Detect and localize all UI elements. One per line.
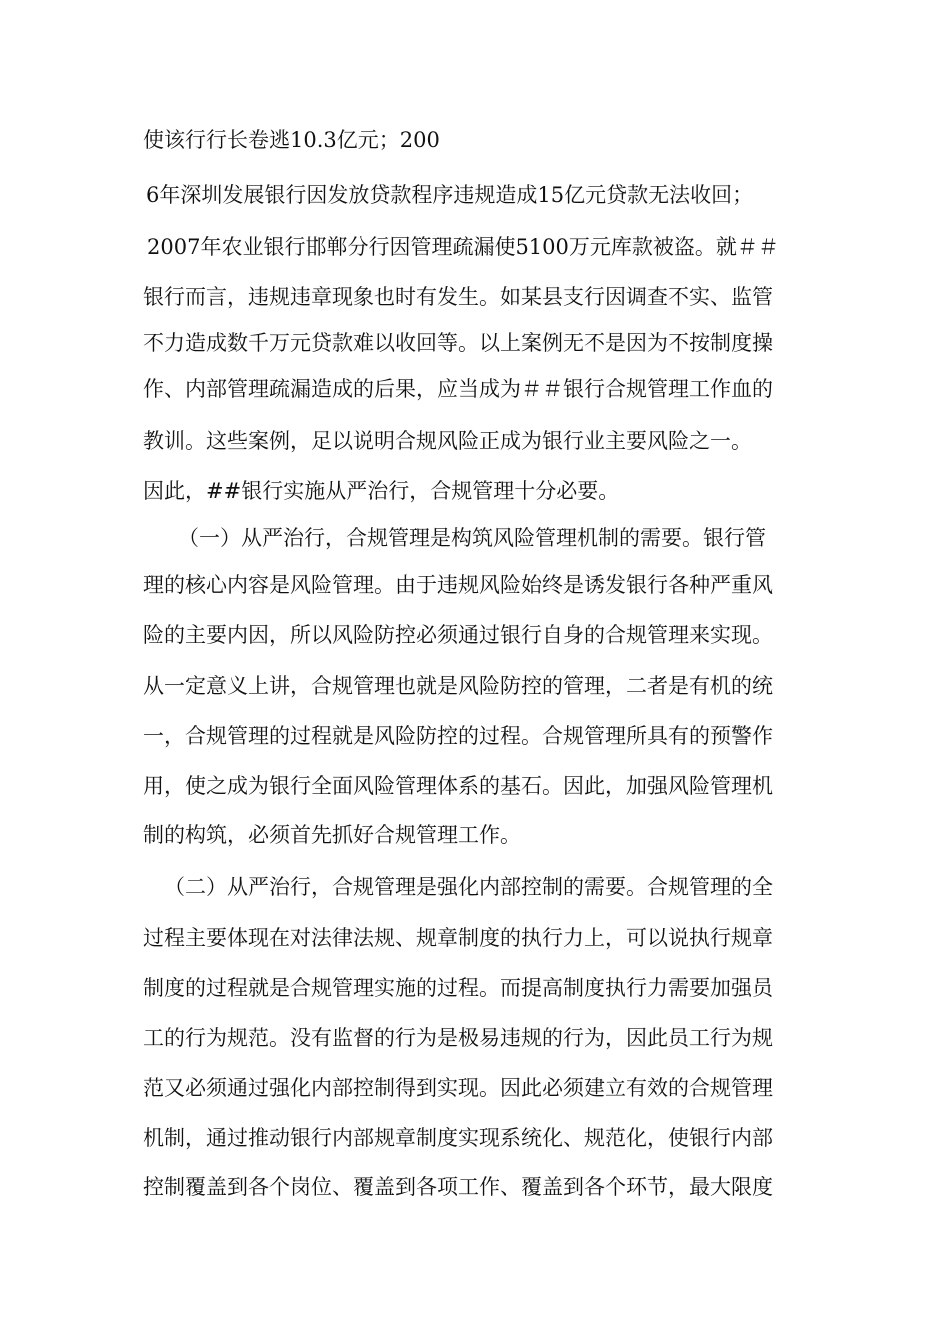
paragraph-one-heading: （一）从严治行，合规管理是构筑风险管理机制的需要。银行管 bbox=[178, 526, 766, 550]
text-line: 用，使之成为银行全面风险管理体系的基石。因此，加强风险管理机 bbox=[143, 774, 773, 798]
text-line: 一，合规管理的过程就是风险防控的过程。合规管理所具有的预警作 bbox=[143, 724, 773, 748]
text-line: 从一定意义上讲，合规管理也就是风险防控的管理，二者是有机的统 bbox=[143, 674, 773, 698]
paragraph-two-heading: （二）从严治行，合规管理是强化内部控制的需要。合规管理的全 bbox=[164, 875, 773, 899]
text-line: 范又必须通过强化内部控制得到实现。因此必须建立有效的合规管理 bbox=[143, 1076, 773, 1100]
text-line: 不力造成数千万元贷款难以收回等。以上案例无不是因为不按制度操 bbox=[143, 331, 773, 355]
text-line: 银行而言，违规违章现象也时有发生。如某县支行因调查不实、监管 bbox=[143, 285, 773, 309]
text-line: 制的构筑，必须首先抓好合规管理工作。 bbox=[143, 823, 521, 847]
text-line: 教训。这些案例，足以说明合规风险正成为银行业主要风险之一。 bbox=[143, 429, 752, 453]
text-line: 过程主要体现在对法律法规、规章制度的执行力上，可以说执行规章 bbox=[143, 926, 773, 950]
text-line: 2007年农业银行邯郸分行因管理疏漏使5100万元库款被盗。就＃＃ bbox=[147, 235, 779, 259]
text-line: 险的主要内因，所以风险防控必须通过银行自身的合规管理来实现。 bbox=[143, 623, 773, 647]
text-line: 理的核心内容是风险管理。由于违规风险始终是诱发银行各种严重风 bbox=[143, 573, 773, 597]
text-line: 作、内部管理疏漏造成的后果，应当成为＃＃银行合规管理工作血的 bbox=[143, 377, 773, 401]
text-line: 因此，##银行实施从严治行，合规管理十分必要。 bbox=[143, 479, 620, 503]
text-line: 控制覆盖到各个岗位、覆盖到各项工作、覆盖到各个环节，最大限度 bbox=[143, 1175, 773, 1199]
text-line: 工的行为规范。没有监督的行为是极易违规的行为，因此员工行为规 bbox=[143, 1026, 773, 1050]
text-line: 6年深圳发展银行因发放贷款程序违规造成15亿元贷款无法收回； bbox=[146, 183, 754, 207]
text-line: 使该行行长卷逃10.3亿元；200 bbox=[143, 128, 440, 152]
text-line: 机制，通过推动银行内部规章制度实现系统化、规范化，使银行内部 bbox=[143, 1126, 773, 1150]
text-line: 制度的过程就是合规管理实施的过程。而提高制度执行力需要加强员 bbox=[143, 976, 773, 1000]
